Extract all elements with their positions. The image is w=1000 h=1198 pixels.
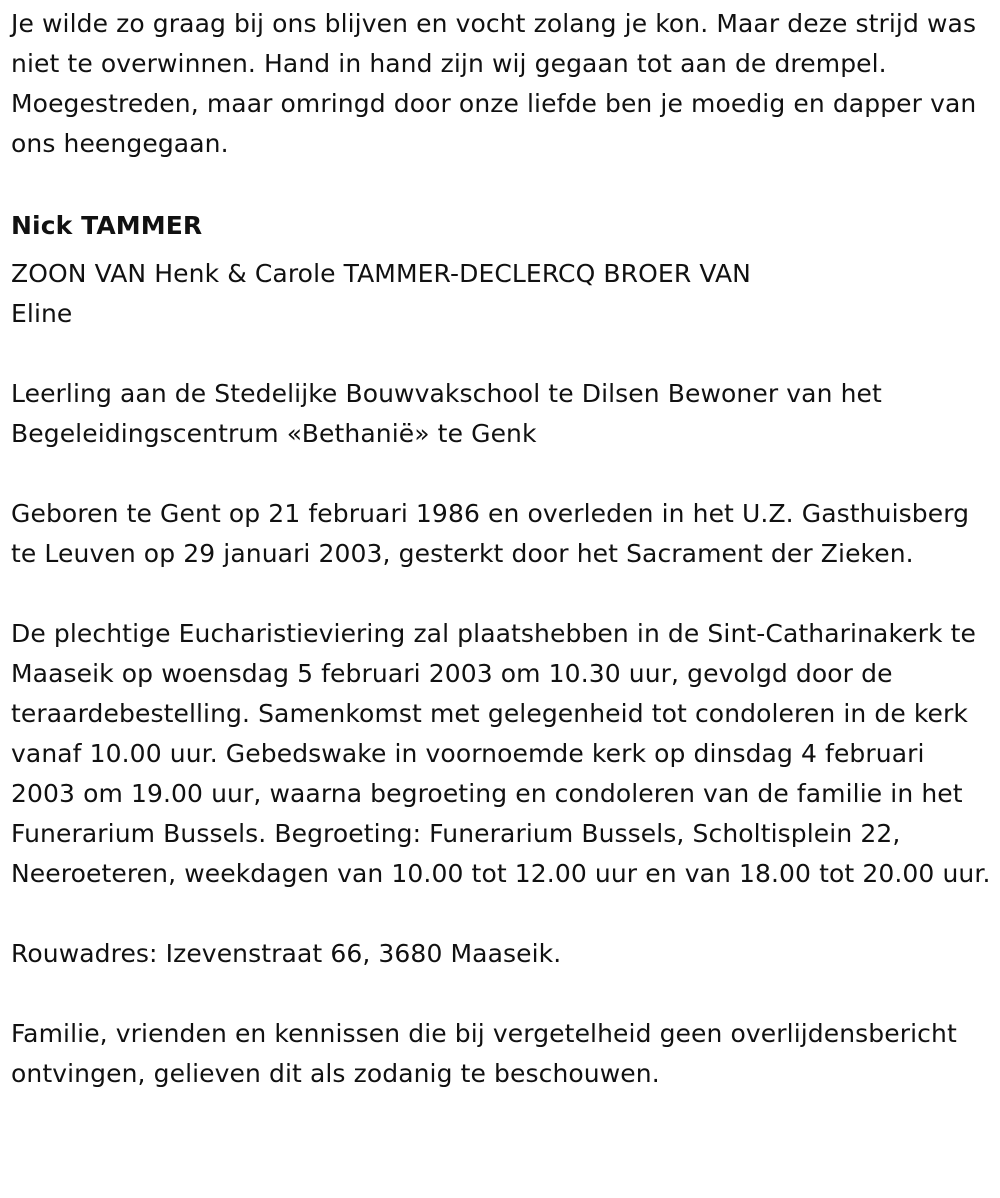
deceased-name: Nick TAMMER [11,211,203,240]
spacer [11,454,996,494]
birth-death-paragraph: Geboren te Gent op 21 februari 1986 en overleden in het U.Z. Gasthuisberg te Leuven op 29 januari 2003, gesterkt door het Sacrament der Zieken. [11,499,970,568]
spacer [11,894,996,934]
sibling-line: Eline [11,299,73,328]
ceremony-paragraph: De plechtige Eucharistieviering zal plaatshebben in de Sint-Catharinakerk te Maaseik op woensdag 5 februari 2003 om 10.30 uur, gevolgd door de teraardebestelling. Samenkomst met gelegenheid tot condoleren in de kerk vanaf 10.00 uur. Gebedswake in voornoemde kerk op dinsdag 4 februari 2003 om 19.00 uur, waarna begroeting en condoleren van de familie in het Funerarium Bussels. Begroeting: Funerarium Bussels, Scholtisplein 22, Neeroeteren, weekdagen van 10.00 tot 12.00 uur en van 18.00 tot 20.00 uur. [11,619,991,888]
address-line: Rouwadres: Izevenstraat 66, 3680 Maaseik. [11,939,562,968]
spacer [11,574,996,614]
closing-paragraph: Familie, vrienden en kennissen die bij vergetelheid geen overlijdensbericht ontvingen, gelieven dit als zodanig te beschouwen. [11,1019,957,1088]
spacer [11,164,996,204]
death-notice [11,4,996,1094]
parents-line: ZOON VAN Henk & Carole TAMMER-DECLERCQ BROER VAN [11,259,751,288]
spacer [11,334,996,374]
intro-paragraph: Je wilde zo graag bij ons blijven en vocht zolang je kon. Maar deze strijd was niet te overwinnen. Hand in hand zijn wij gegaan tot aan de drempel. Moegestreden, maar omringd door onze liefde ben je moedig en dapper van ons heengegaan. [11,9,977,158]
occupation-paragraph: Leerling aan de Stedelijke Bouwvakschool te Dilsen Bewoner van het Begeleidingscentrum «Bethanië» te Genk [11,379,882,448]
spacer [11,974,996,1014]
